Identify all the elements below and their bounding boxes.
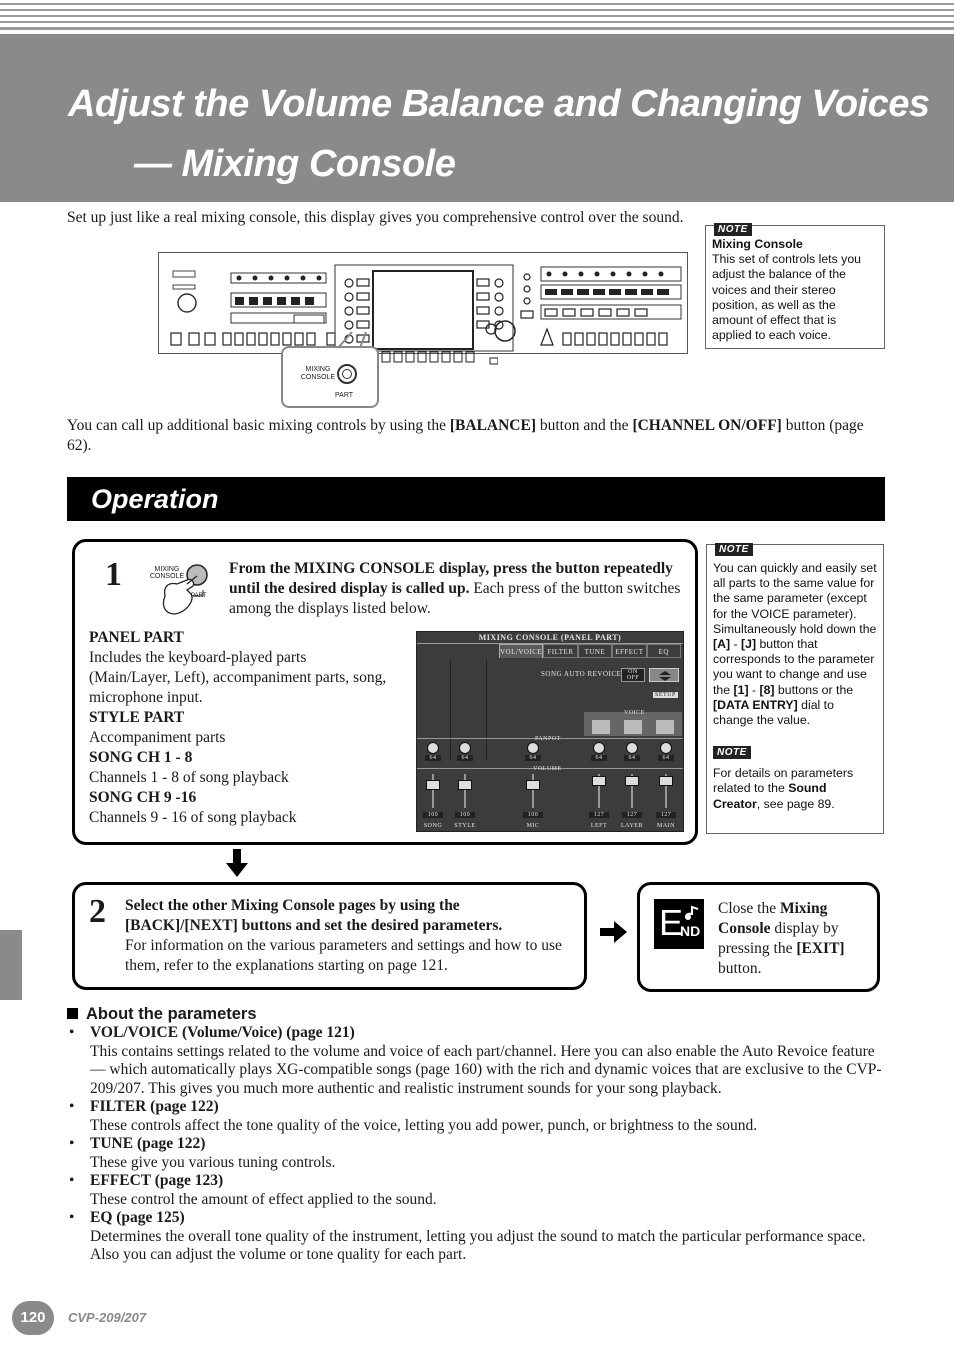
- note-body: [713, 561, 877, 728]
- mixing-console-lcd: [416, 631, 684, 832]
- note-key: [8]: [759, 682, 775, 697]
- switch-on-label: ON: [628, 669, 638, 675]
- end-instruction: [718, 899, 868, 979]
- note-key: [1]: [733, 682, 749, 697]
- page-number: 120: [12, 1301, 54, 1335]
- icon-label-line1: MIXING: [154, 566, 180, 573]
- square-bullet-icon: [67, 1008, 78, 1019]
- list-item-head: PANEL PART: [89, 629, 184, 646]
- lcd-volume-label: VOLUME: [533, 766, 562, 772]
- switch-off-label: OFF: [626, 675, 640, 681]
- icon-part-label: PART: [191, 593, 207, 599]
- title-banner: [0, 34, 954, 202]
- call-up-text: button (page 62).: [67, 417, 864, 454]
- channel-label: MAIN: [657, 823, 675, 829]
- call-up-text: button and the: [536, 417, 633, 434]
- note-heading: Mixing Console: [712, 237, 803, 251]
- panpot-value: 64: [591, 755, 607, 761]
- param-item-head: FILTER (page 122): [90, 1098, 219, 1115]
- step2-instruction-bold: Select the other Mixing Console pages by using the [BACK]/[NEXT] buttons and set the desired parameters.: [125, 897, 503, 934]
- volume-value: 100: [523, 812, 543, 818]
- mixing-console-callout: [281, 346, 379, 408]
- channel-button-ref: [CHANNEL ON/OFF]: [632, 417, 782, 434]
- volume-value: 127: [589, 812, 609, 818]
- bullet-icon: •: [69, 1024, 75, 1041]
- channel-label: LAYER: [621, 823, 643, 829]
- note-text: For details on parameters related to the: [713, 766, 854, 796]
- volume-fader-handle[interactable]: [426, 780, 440, 790]
- panpot-row: [417, 742, 683, 766]
- params-list: [67, 1024, 887, 1265]
- callout-label-line1: MIXING: [305, 366, 331, 373]
- end-icon-nd: ND: [680, 923, 701, 939]
- lcd-auto-revoice: SONG AUTO REVOICE: [541, 670, 622, 678]
- note-text: buttons or the: [774, 682, 854, 697]
- panpot-value: 64: [658, 755, 674, 761]
- note-key: [J]: [741, 637, 757, 652]
- panpot-value: 64: [425, 755, 441, 761]
- panpot-knob[interactable]: [527, 742, 539, 754]
- param-item-head: EQ (page 125): [90, 1209, 185, 1226]
- page-title-line2: — Mixing Console: [134, 143, 456, 185]
- step1-display-list: [89, 628, 389, 828]
- voice-icon-layer[interactable]: [624, 720, 642, 734]
- operation-title: Operation: [91, 484, 219, 514]
- call-up-text: You can call up additional basic mixing controls by using the: [67, 417, 450, 434]
- list-item-desc: Includes the keyboard-played parts (Main/Layer, Left), accompaniment parts, song, microphone input.: [89, 649, 387, 706]
- operation-heading-bar: [67, 477, 885, 521]
- step2-number: 2: [89, 893, 106, 930]
- list-item-head: SONG CH 1 - 8: [89, 749, 193, 766]
- voice-row: [584, 712, 682, 736]
- panpot-value: 64: [525, 755, 541, 761]
- intro-text: Set up just like a real mixing console, this display gives you comprehensive control over the sound.: [67, 209, 684, 226]
- params-heading-text: About the parameters: [86, 1005, 257, 1023]
- note-body: This set of controls lets you adjust the balance of the voices and their stereo position, as well as the amount of effect that is applied to each voice.: [712, 252, 861, 343]
- lcd-title: MIXING CONSOLE (PANEL PART): [478, 633, 622, 642]
- channel-label: LEFT: [590, 823, 608, 829]
- section-side-tab: [0, 930, 22, 1000]
- step1-number: 1: [105, 556, 122, 593]
- tab-effect[interactable]: EFFECT: [612, 644, 646, 658]
- list-item-desc: Channels 9 - 16 of song playback: [89, 809, 297, 826]
- callout-part-label: PART: [335, 392, 354, 399]
- panpot-value: 64: [457, 755, 473, 761]
- note-text: -: [730, 637, 742, 652]
- param-item: [67, 1098, 887, 1135]
- note-text: You can quickly and easily set all parts to the same value for the same parameter (except for the VOICE parameter). Simultaneously hold down the: [713, 561, 877, 636]
- param-item-head: EFFECT (page 123): [90, 1172, 224, 1189]
- volume-fader-handle[interactable]: [592, 776, 606, 786]
- list-item-head: SONG CH 9 -16: [89, 789, 197, 806]
- end-icon-e: E: [659, 902, 684, 943]
- param-item-desc: This contains settings related to the volume and voice of each part/channel. Here you can also enable the Auto Revoice feature — which automatically plays XG-compatible songs (page 160) with the rich and dynamic voices that are exclusive to the CVP-209/207. This gives you much more authentic and realistic instrument sounds for your song playback.: [90, 1042, 882, 1097]
- param-item-desc: Determines the overall tone quality of the instrument, letting you adjust the sound to match the particular performance space. Also you can adjust the volume or tone quality for each part.: [90, 1227, 866, 1263]
- volume-value: 127: [622, 812, 642, 818]
- param-item: [67, 1135, 887, 1172]
- call-up-paragraph: [67, 416, 887, 456]
- end-text: button.: [718, 960, 762, 977]
- lcd-panpot-label: PANPOT: [535, 736, 561, 742]
- bullet-icon: •: [69, 1098, 75, 1115]
- end-text: display by pressing the: [718, 920, 839, 957]
- note-text: , see page 89.: [756, 796, 835, 811]
- auto-revoice-switch[interactable]: [621, 668, 645, 682]
- note-tag: NOTE: [714, 223, 752, 236]
- panpot-value: 64: [624, 755, 640, 761]
- tab-eq[interactable]: EQ: [647, 644, 681, 658]
- end-bold: Mixing Console: [718, 900, 828, 937]
- list-item-desc: Channels 1 - 8 of song playback: [89, 769, 289, 786]
- note-text: dial to change the value.: [713, 697, 834, 728]
- volume-value: 100: [423, 812, 443, 818]
- callout-pointer: [330, 330, 370, 350]
- note-tag: NOTE: [715, 543, 753, 556]
- note-tag: NOTE: [713, 746, 751, 759]
- control-panel-illustration: [158, 252, 688, 354]
- lcd-tab-row: [499, 644, 681, 658]
- note-set-all-parts: [706, 544, 884, 834]
- volume-fader-handle[interactable]: [526, 780, 540, 790]
- step1-box: [72, 539, 698, 845]
- end-box: [637, 882, 880, 992]
- down-arrow-icon: [225, 849, 249, 879]
- channel-label: MIC: [526, 823, 540, 829]
- lcd-setup-button[interactable]: SETUP: [655, 692, 676, 698]
- param-item-desc: These give you various tuning controls.: [90, 1153, 336, 1171]
- callout-label-line2: CONSOLE: [300, 374, 336, 381]
- panpot-knob[interactable]: [593, 742, 605, 754]
- bullet-icon: •: [69, 1209, 75, 1226]
- voice-label: VOICE: [624, 710, 645, 716]
- lcd-spin-control[interactable]: [649, 668, 679, 682]
- panpot-knob[interactable]: [427, 742, 439, 754]
- balance-button-ref: [BALANCE]: [449, 417, 536, 434]
- right-arrow-icon: [600, 920, 628, 944]
- panpot-knob[interactable]: [660, 742, 672, 754]
- note-key: [A]: [713, 637, 731, 652]
- tab-vol-voice[interactable]: VOL/VOICE: [499, 644, 543, 658]
- param-item-head: VOL/VOICE (Volume/Voice) (page 121): [90, 1024, 355, 1041]
- note-text: -: [748, 682, 760, 697]
- volume-fader-handle[interactable]: [625, 776, 639, 786]
- end-text: Close the: [718, 900, 780, 917]
- step2-instruction: [125, 896, 575, 976]
- mixing-console-button[interactable]: [337, 364, 357, 384]
- end-icon: [654, 899, 704, 949]
- panpot-knob[interactable]: [459, 742, 471, 754]
- bullet-icon: •: [69, 1135, 75, 1152]
- volume-fader-handle[interactable]: [659, 776, 673, 786]
- volume-fader-handle[interactable]: [458, 780, 472, 790]
- param-item-head: TUNE (page 122): [90, 1135, 206, 1152]
- tab-tune[interactable]: TUNE: [578, 644, 612, 658]
- header-stripes: [0, 0, 954, 34]
- channel-label-row: [417, 822, 683, 832]
- params-heading: [67, 1005, 257, 1024]
- note-sound-creator: [713, 766, 877, 812]
- volume-value: 127: [656, 812, 676, 818]
- tab-filter[interactable]: FILTER: [543, 644, 577, 658]
- step1-instruction-rest: Each press of the button switches among the displays listed below.: [229, 580, 681, 617]
- channel-label: SONG: [423, 823, 443, 829]
- list-item-head: STYLE PART: [89, 709, 185, 726]
- exit-button-ref: [EXIT]: [796, 940, 845, 957]
- panpot-knob[interactable]: [626, 742, 638, 754]
- page-title-line1: Adjust the Volume Balance and Changing Voices: [68, 83, 930, 125]
- note-text: button that corresponds to the parameter you want to change and use the: [713, 637, 875, 697]
- channel-label: STYLE: [454, 823, 476, 829]
- hand-press-icon: [147, 556, 215, 620]
- icon-label-line2: CONSOLE: [149, 573, 185, 580]
- step1-instruction: [229, 559, 685, 619]
- panel-display-buttons: [378, 350, 498, 366]
- param-item-desc: These controls affect the tone quality of the voice, letting you add power, punch, or brightness to the sound.: [90, 1116, 758, 1134]
- step2-instruction-rest: For information on the various parameters and settings and how to use them, refer to the explanations starting on page 121.: [125, 937, 562, 974]
- step1-instruction-bold: From the MIXING CONSOLE display, press the button repeatedly until the desired display is called up.: [229, 560, 673, 597]
- volume-row: [417, 772, 683, 822]
- model-name: CVP-209/207: [68, 1310, 147, 1325]
- list-item-desc: Accompaniment parts: [89, 729, 226, 746]
- voice-icon-main[interactable]: [656, 720, 674, 734]
- param-item: [67, 1209, 887, 1265]
- param-item: [67, 1172, 887, 1209]
- param-item: [67, 1024, 887, 1098]
- bullet-icon: •: [69, 1172, 75, 1189]
- note-mixing-console: [705, 225, 885, 349]
- param-item-desc: These control the amount of effect applied to the sound.: [90, 1190, 437, 1208]
- volume-value: 100: [455, 812, 475, 818]
- note-bold: Sound Creator: [713, 781, 827, 811]
- voice-icon-left[interactable]: [592, 720, 610, 734]
- note-key: [DATA ENTRY]: [713, 697, 798, 712]
- step2-box: [72, 882, 587, 990]
